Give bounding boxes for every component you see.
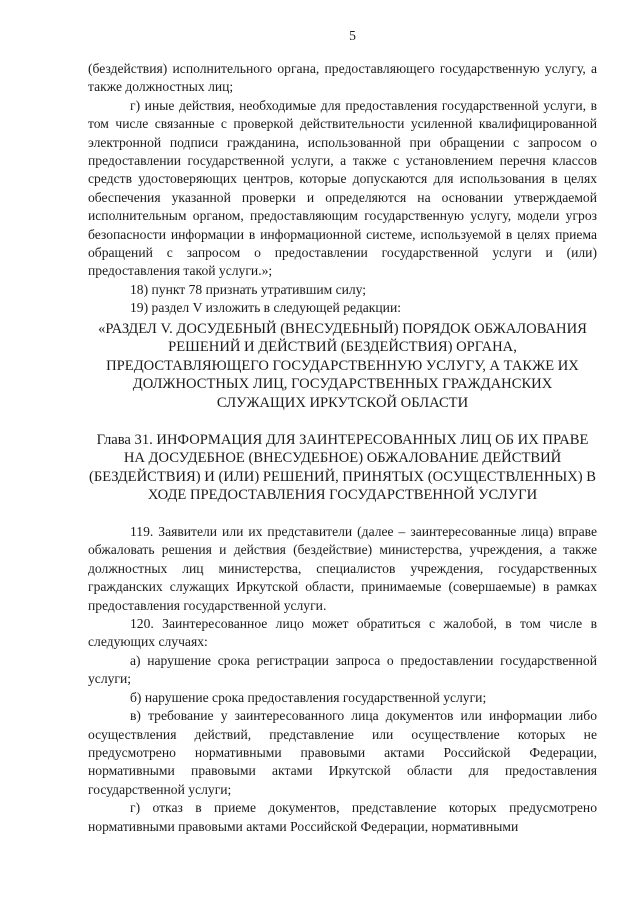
page-number: 5 <box>349 28 356 43</box>
body-text-bottom <box>88 523 597 836</box>
body-text-top <box>88 60 597 318</box>
paragraph-p120a: а) нарушение срока регистрации запроса о предоставлении государственной услуги; <box>88 652 597 687</box>
section-heading: «РАЗДЕЛ V. ДОСУДЕБНЫЙ (ВНЕСУДЕБНЫЙ) ПОРЯДОК ОБЖАЛОВАНИЯ РЕШЕНИЙ И ДЕЙСТВИЙ (БЕЗДЕЙСТВИЯ) ОРГАНА, ПРЕДОСТАВЛЯЮЩЕГО ГОСУДАРСТВЕННУЮ УСЛУГУ, А ТАКЖЕ ИХ ДОЛЖНОСТНЫХ ЛИЦ, ГОСУДАРСТВЕННЫХ ГРАЖДАНСКИХ СЛУЖАЩИХ ИРКУТСКОЙ ОБЛАСТИ <box>98 320 587 412</box>
paragraph-p1: (бездействия) исполнительного органа, предоставляющего государственную услугу, а также должностных лиц; <box>88 61 597 95</box>
paragraph-p2: г) иные действия, необходимые для предоставления государственной услуги, в том числе связанные с проверкой действительности усиленной квалифицированной электронной подписи гражданина, использованной при обращении с запросом о предоставлении государственной услуги, а также с установлением перечня классов средств удостоверяющих центров, которые допускаются для использования в целях обеспечения указанной проверки и определяются на основании утверждаемой исполнительным органом, предоставляющим государственную услугу, модели угроз безопасности информации в информационной системе, используемой в целях приема обращений с запросом о предоставлении государственной услуги и (или) предоставления такой услуги.»; <box>88 97 597 279</box>
paragraph-p120d: г) отказ в приеме документов, представление которых предусмотрено нормативными правовыми актами Российской Федерации, нормативными <box>88 800 597 834</box>
paragraph-p120c: в) требование у заинтересованного лица документов или информации либо осуществления действий, представление или осуществление которых не предусмотрено нормативными правовыми актами Российской Федерации, нормативными правовыми актами Иркутской области для предоставления государственной услуги; <box>88 708 597 797</box>
paragraph-p4: 19) раздел V изложить в следующей редакции: <box>130 300 402 316</box>
document-page <box>88 28 597 836</box>
paragraph-p3: 18) пункт 78 признать утратившим силу; <box>130 281 367 297</box>
paragraph-p120: 120. Заинтересованное лицо может обратиться с жалобой, в том числе в следующих случаях: <box>88 616 597 650</box>
chapter-heading: Глава 31. ИНФОРМАЦИЯ ДЛЯ ЗАИНТЕРЕСОВАННЫХ ЛИЦ ОБ ИХ ПРАВЕ НА ДОСУДЕБНОЕ (ВНЕСУДЕБНОЕ) ОБЖАЛОВАНИЕ ДЕЙСТВИЙ (БЕЗДЕЙСТВИЯ) И (ИЛИ) РЕШЕНИЙ, ПРИНЯТЫХ (ОСУЩЕСТВЛЕННЫХ) В ХОДЕ ПРЕДОСТАВЛЕНИЯ ГОСУДАРСТВЕННОЙ УСЛУГИ <box>88 431 597 504</box>
paragraph-p119: 119. Заявители или их представители (далее – заинтересованные лица) вправе обжаловать решения и действия (бездействие) министерства, учреждения, а также должностных лиц министерства, специалистов учреждения, государственных гражданских служащих Иркутской области, принимаемые (совершаемые) в рамках предоставления государственной услуги. <box>88 524 597 613</box>
paragraph-p120b: б) нарушение срока предоставления государственной услуги; <box>130 689 487 705</box>
